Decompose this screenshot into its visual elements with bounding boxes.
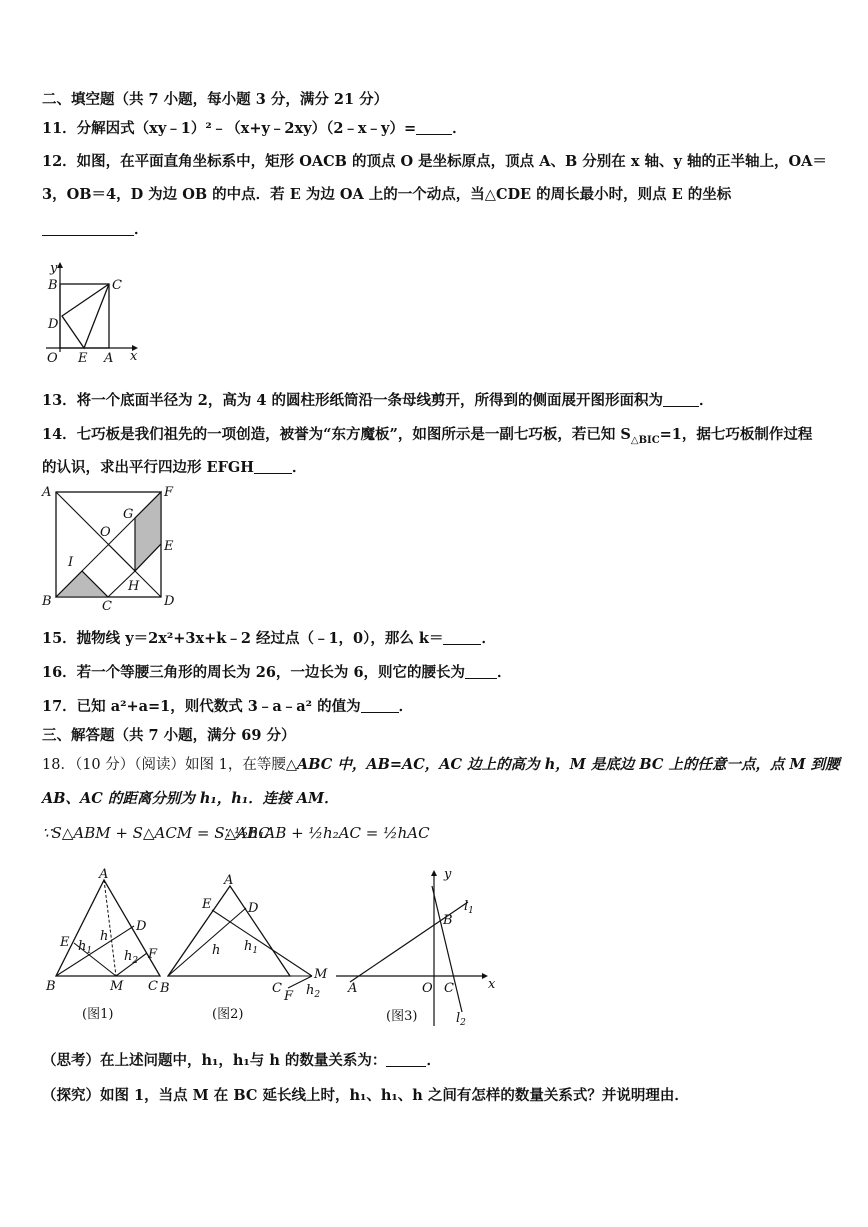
fig12-label-E: E (78, 351, 88, 366)
section-title-solutions: 三、解答题（共 7 小题，满分 69 分） (42, 727, 296, 744)
fig12-label-y: y (50, 261, 58, 276)
svg-text:A: A (99, 867, 109, 882)
svg-text:C: C (272, 981, 282, 996)
answer-blank (443, 630, 481, 645)
figure-18-3-lines (336, 866, 506, 1046)
question-17: 17．已知 a²+a=1，则代数式 3﹣a﹣a² 的值为 ． (42, 698, 414, 715)
answer-blank (386, 1052, 426, 1067)
fig14-label-C: C (102, 599, 112, 614)
svg-text:x: x (488, 977, 496, 992)
question-15-text: 15．抛物线 y＝2x²+3x+k﹣2 经过点（﹣1，0），那么 k＝ (42, 630, 444, 647)
figure-q12-coordinate-rectangle (40, 258, 150, 364)
question-18-think: （思考）在上述问题中，h₁，h₁与 h 的数量关系为： ． (42, 1052, 441, 1069)
figure-18-1-isosceles-triangle (44, 866, 174, 1026)
fig14-label-O: O (100, 525, 111, 540)
question-14-text-end: =1，据七巧板制作过程 (659, 426, 813, 443)
figure-q14-tangram (40, 484, 180, 612)
question-13: 13．将一个底面半径为 2，高为 4 的圆柱形纸筒沿一条母线剪开，所得到的侧面展开图形面积为 ． (42, 392, 714, 409)
svg-text:l1: $l_1$ (464, 899, 474, 916)
question-14-text: 14．七巧板是我们祖先的一项创造，被誉为“东方魔板”，如图所示是一副七巧板，若已知 S (42, 426, 631, 443)
fig14-label-I: I (68, 555, 74, 570)
fig14-label-F: F (164, 485, 174, 500)
answer-blank (254, 459, 292, 474)
svg-text:B: B (46, 979, 56, 994)
question-17-text: 17．已知 a²+a=1，则代数式 3﹣a﹣a² 的值为 (42, 698, 361, 715)
svg-text:C: C (444, 981, 454, 996)
svg-text:O: O (422, 981, 433, 996)
svg-text:E: E (60, 935, 70, 950)
question-15: 15．抛物线 y＝2x²+3x+k﹣2 经过点（﹣1，0），那么 k＝ ． (42, 630, 496, 647)
question-18-explore: （探究）如图 1，当点 M 在 BC 延长线上时，h₁、h₁、h 之间有怎样的数量关系式？并说明理由． (42, 1087, 689, 1104)
svg-text:h2: $h_2$ (124, 949, 139, 966)
question-13-text: 13．将一个底面半径为 2，高为 4 的圆柱形纸筒沿一条母线剪开，所得到的侧面展开图形面积为 (42, 392, 663, 409)
question-11: 11．分解因式（xy﹣1）²﹣（x+y﹣2xy）（2﹣x﹣y）= ． (42, 120, 467, 137)
answer-blank (663, 392, 699, 407)
question-16: 16．若一个等腰三角形的周长为 26，一边长为 6，则它的腰长为 ． (42, 664, 512, 681)
svg-text:h2: $h_2$ (306, 983, 321, 1000)
figure-1-caption: (图1) (82, 1007, 114, 1022)
svg-text:F: F (148, 947, 158, 962)
svg-text:h: h (212, 943, 221, 958)
question-18-prefix: 18．（10 分）（阅读）如图 1，在等腰△ (42, 757, 297, 773)
answer-blank (416, 120, 452, 135)
svg-text:A: A (348, 981, 358, 996)
question-14-line1 (42, 423, 812, 446)
question-16-text: 16．若一个等腰三角形的周长为 26，一边长为 6，则它的腰长为 (42, 664, 466, 681)
svg-text:h1: $h_1$ (78, 939, 93, 956)
svg-text:y: y (444, 867, 452, 882)
question-18-line1 (42, 753, 840, 774)
answer-blank (361, 698, 399, 713)
question-18-line2: AB、AC 的距离分别为 h₁，h₁．连接 AM． (42, 790, 339, 807)
question-12-line2: 3，OB＝4，D 为边 OB 的中点．若 E 为边 OA 上的一个动点，当△CDE 的周长最小时，则点 E 的坐标 (42, 186, 732, 203)
svg-text:F: F (284, 989, 294, 1004)
svg-text:M: M (110, 979, 124, 994)
svg-text:h1: $h_1$ (244, 939, 259, 956)
fig12-label-D: D (48, 317, 59, 332)
svg-text:D: D (136, 919, 147, 934)
fig12-label-B: B (48, 278, 58, 293)
question-18-think-text: （思考）在上述问题中，h₁，h₁与 h 的数量关系为： (42, 1052, 387, 1069)
svg-text:l2: $l_2$ (456, 1011, 466, 1028)
svg-text:E: E (202, 897, 212, 912)
question-12-answer: ． (42, 218, 149, 239)
fig14-label-G: G (123, 507, 134, 522)
answer-blank (465, 664, 497, 679)
svg-text:C: C (148, 979, 158, 994)
question-12-line1: 12．如图，在平面直角坐标系中，矩形 OACB 的顶点 O 是坐标原点，顶点 A、B 分别在 x 轴、y 轴的正半轴上，OA＝ (42, 153, 827, 170)
section-title-fill-blank: 二、填空题（共 7 小题，每小题 3 分，满分 21 分） (42, 91, 389, 108)
answer-blank (42, 221, 134, 236)
figure-18-2-extended-triangle (160, 870, 340, 1030)
fig14-label-D: D (164, 594, 175, 609)
fig14-label-E: E (164, 539, 174, 554)
fig14-label-H: H (128, 579, 140, 594)
svg-text:B: B (443, 913, 453, 928)
svg-text:B: B (160, 981, 170, 996)
svg-text:D: D (248, 901, 259, 916)
fig12-label-C: C (112, 278, 122, 293)
figure-3-caption: (图3) (386, 1009, 418, 1024)
figure-2-caption: (图2) (212, 1007, 244, 1022)
question-11-text: 11．分解因式（xy﹣1）²﹣（x+y﹣2xy）（2﹣x﹣y）= (42, 120, 417, 137)
question-14-subscript: △BIC (630, 434, 660, 446)
question-18-text: ABC 中，AB=AC，AC 边上的高为 h，M 是底边 BC 上的任意一点，点 M 到腰 (297, 756, 840, 773)
question-14-line2-text: 的认识，求出平行四边形 EFGH (42, 459, 254, 476)
formula-area-equation: ∴ ½h₁AB + ½h₂AC = ½hAC (220, 824, 430, 842)
formula-area-sum: ∵S△ABM + S△ACM = S△ABC (42, 824, 270, 842)
fig12-label-O: O (47, 351, 58, 366)
svg-text:h: h (100, 929, 109, 944)
fig14-label-A: A (42, 485, 52, 500)
fig12-label-x: x (130, 349, 138, 364)
svg-text:A: A (224, 873, 234, 888)
question-14-line2: 的认识，求出平行四边形 EFGH ． (42, 459, 307, 476)
svg-text:M: M (314, 967, 328, 982)
fig14-label-B: B (42, 594, 52, 609)
fig12-label-A: A (104, 351, 114, 366)
